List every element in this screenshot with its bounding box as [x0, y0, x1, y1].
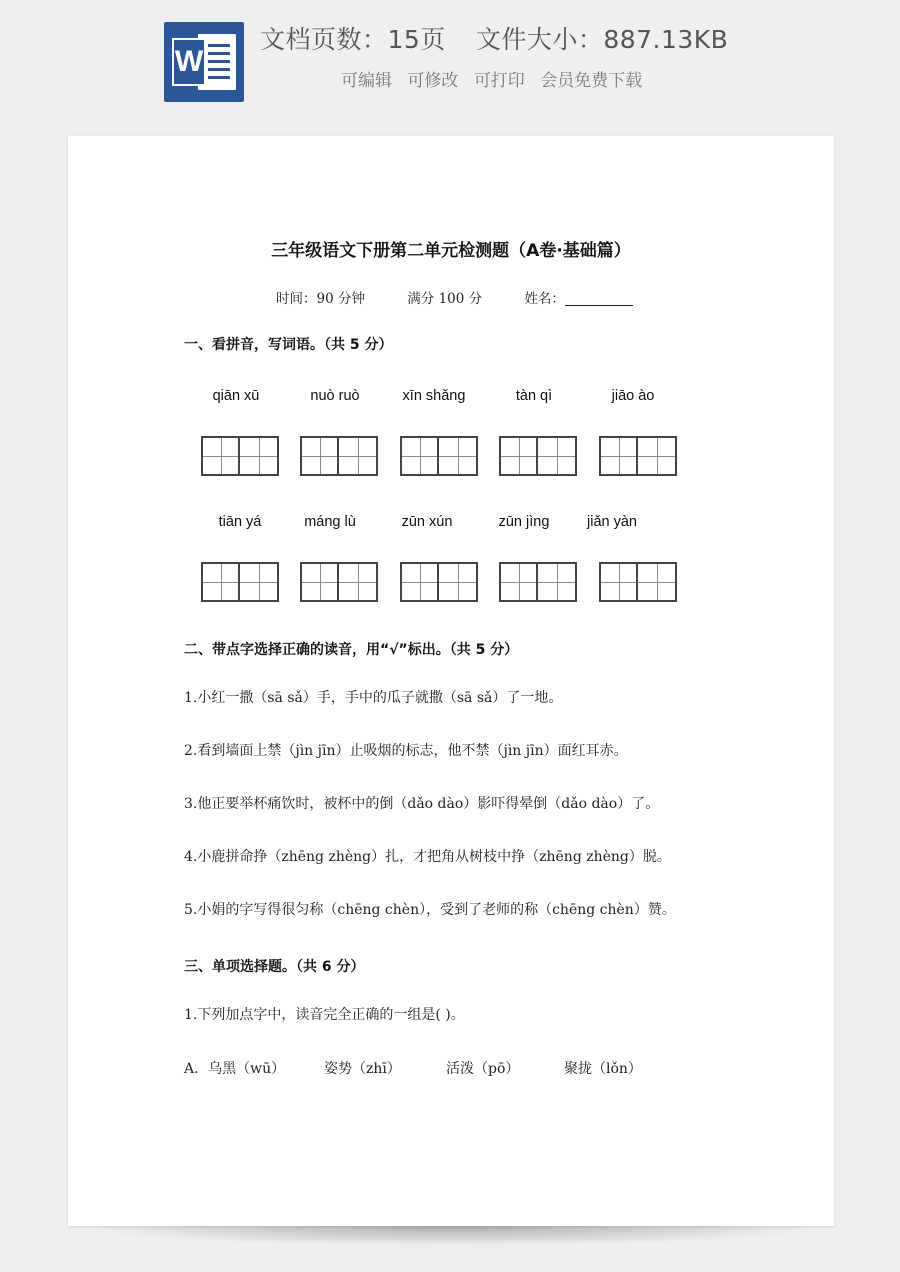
- writing-grid-box[interactable]: [599, 562, 677, 602]
- pinyin-label: zūn jìng: [498, 514, 550, 530]
- option-word: 聚拢（lǒn）: [564, 1061, 642, 1077]
- word-icon-letter: W: [174, 45, 204, 78]
- section-3-heading: 三、单项选择题。（共 6 分）: [184, 959, 365, 975]
- document-page: [68, 136, 834, 1226]
- document-stats: [260, 20, 820, 56]
- student-name-blank: [565, 292, 633, 306]
- page-count: 文档页数：15页: [260, 25, 446, 54]
- option-word: 活泼（pō）: [446, 1061, 520, 1077]
- feature-free-download: 会员免费下载: [540, 71, 643, 91]
- question-item: 1.下列加点字中，读音完全正确的一组是( )。: [184, 1007, 465, 1023]
- question-item: 5.小娟的字写得很匀称（chēng chèn），受到了老师的称（chēng chèn）赞。: [184, 902, 676, 918]
- document-info-banner: [0, 0, 900, 120]
- pinyin-label: máng lù: [304, 514, 356, 530]
- document-title: 三年级语文下册第二单元检测题（A卷·基础篇）: [271, 241, 631, 261]
- section-2-heading: 二、带点字选择正确的读音，用“√”标出。（共 5 分）: [184, 642, 519, 658]
- pinyin-label: qiān xū: [212, 388, 260, 404]
- writing-grid-box[interactable]: [499, 562, 577, 602]
- pinyin-label: jiāo ào: [611, 388, 655, 404]
- feature-printable: 可打印: [473, 71, 525, 91]
- pinyin-label: nuò ruò: [310, 388, 360, 404]
- pinyin-label: tiān yá: [218, 514, 262, 530]
- option-word: 姿势（zhī）: [324, 1061, 401, 1077]
- writing-grid-box[interactable]: [400, 562, 478, 602]
- writing-grid-box[interactable]: [499, 436, 577, 476]
- writing-grid-box[interactable]: [300, 562, 378, 602]
- student-name-label: 姓名：: [524, 291, 565, 307]
- pinyin-label: tàn qì: [515, 388, 553, 404]
- question-item: 2.看到墙面上禁（jìn jīn）止吸烟的标志，他不禁（jìn jīn）面红耳赤。: [184, 743, 628, 759]
- writing-grid-box[interactable]: [300, 436, 378, 476]
- question-item: 4.小鹿拼命挣（zhēng zhèng）扎，才把角从树枝中挣（zhēng zhèng）脱。: [184, 849, 671, 865]
- writing-grid-box[interactable]: [201, 436, 279, 476]
- word-icon: [164, 22, 244, 102]
- pinyin-label: jiǎn yàn: [587, 514, 637, 530]
- file-size: 文件大小：887.13KB: [475, 25, 729, 54]
- exam-full-score: 满分 100 分: [407, 291, 483, 307]
- feature-modifiable: 可修改: [407, 71, 459, 91]
- feature-list: [341, 66, 652, 91]
- answer-option-a: [184, 1058, 642, 1078]
- writing-grid-box[interactable]: [599, 436, 677, 476]
- exam-time: 时间：90 分钟: [276, 291, 365, 307]
- question-item: 3.他正要举杯痛饮时，被杯中的倒（dǎo dào）影吓得晕倒（dǎo dào）了。: [184, 796, 660, 812]
- writing-grid-box[interactable]: [201, 562, 279, 602]
- pinyin-label: xīn shǎng: [402, 388, 466, 404]
- pinyin-label: zūn xún: [401, 514, 453, 530]
- feature-editable: 可编辑: [341, 71, 392, 91]
- option-word: A．乌黑（wū）: [184, 1061, 286, 1077]
- exam-meta: [276, 287, 633, 307]
- writing-grid-box[interactable]: [400, 436, 478, 476]
- question-item: 1.小红一撒（sā sǎ）手，手中的瓜子就撒（sā sǎ）了一地。: [184, 690, 563, 706]
- section-1-heading: 一、看拼音，写词语。（共 5 分）: [184, 337, 393, 353]
